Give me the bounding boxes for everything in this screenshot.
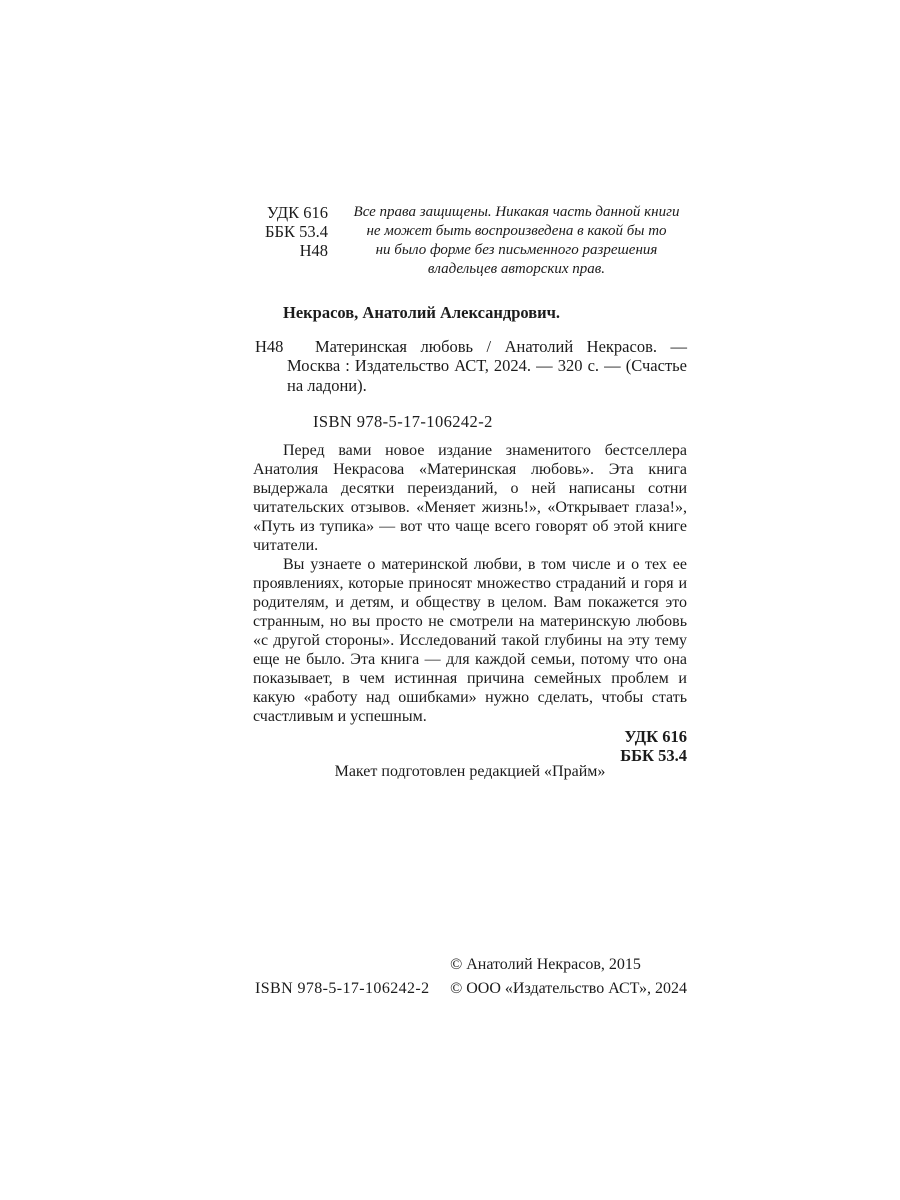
author-heading: Некрасов, Анатолий Александрович. xyxy=(283,303,561,322)
rights-notice-line: владельцев авторских прав. xyxy=(427,261,606,277)
copyright-author: © Анатолий Некрасов, 2015 xyxy=(450,956,641,973)
catalog-entry-label: Н48 xyxy=(255,336,284,356)
bbk-code-right: ББК 53.4 xyxy=(620,746,687,765)
catalog-entry xyxy=(253,337,687,396)
annotation-paragraph-2: Вы узнаете о материнской любви, в том числе и о тех ее проявлениях, которые приносят множество страданий и горя и родителям, и детям, и обществу в целом. Вам покажется это странным, но вы просто не смотрели на материнскую любовь «с другой стороны». Исследований такой глубины на эту тему еще не было. Эта книга — для каждой семьи, потому что она показывает, в чем истинная причина семейных проблем и какую «работу над ошибками» нужно сделать, чтобы стать счастливым и успешным. xyxy=(253,555,687,725)
isbn-line: ISBN 978-5-17-106242-2 xyxy=(313,412,493,431)
copyright-lines xyxy=(450,953,687,1001)
rights-notice-line: ни было форме без письменного разрешения xyxy=(375,242,658,258)
udk-code-right: УДК 616 xyxy=(624,726,687,746)
copyright-publisher: © ООО «Издательство АСТ», 2024 xyxy=(450,980,687,997)
author-sign-code: Н48 xyxy=(299,241,328,260)
imprint-note: Макет подготовлен редакцией «Прайм» xyxy=(334,763,606,780)
bibliographic-block xyxy=(253,303,687,766)
rights-notice xyxy=(346,203,687,279)
annotation-paragraph-1: Перед вами новое издание знаменитого бестселлера Анатолия Некрасова «Материнская любовь». Эта книга выдержала десятки переизданий, о ней написаны сотни читательских отзывов. «Меняет жизнь!», «Открывает глаза!», «Путь из тупика» — вот что чаще всего говорят об этой книге читатели. xyxy=(253,441,687,554)
bbk-code: ББК 53.4 xyxy=(265,222,328,241)
classification-codes xyxy=(253,203,328,260)
rights-notice-line: Все права защищены. Никакая часть данной книги xyxy=(353,204,680,220)
catalog-entry-text: Материнская любовь / Анатолий Некрасов. — Москва : Издательство АСТ, 2024. — 320 с. — (Счастье на ладони). xyxy=(287,336,687,395)
udk-code: УДК 616 xyxy=(266,203,328,222)
copyright-block xyxy=(255,953,687,1001)
rights-notice-line: не может быть воспроизведена в какой бы то xyxy=(366,223,667,239)
top-classification-block xyxy=(253,203,687,279)
classification-right-block xyxy=(253,727,687,766)
isbn-bottom: ISBN 978-5-17-106242-2 xyxy=(255,980,430,997)
